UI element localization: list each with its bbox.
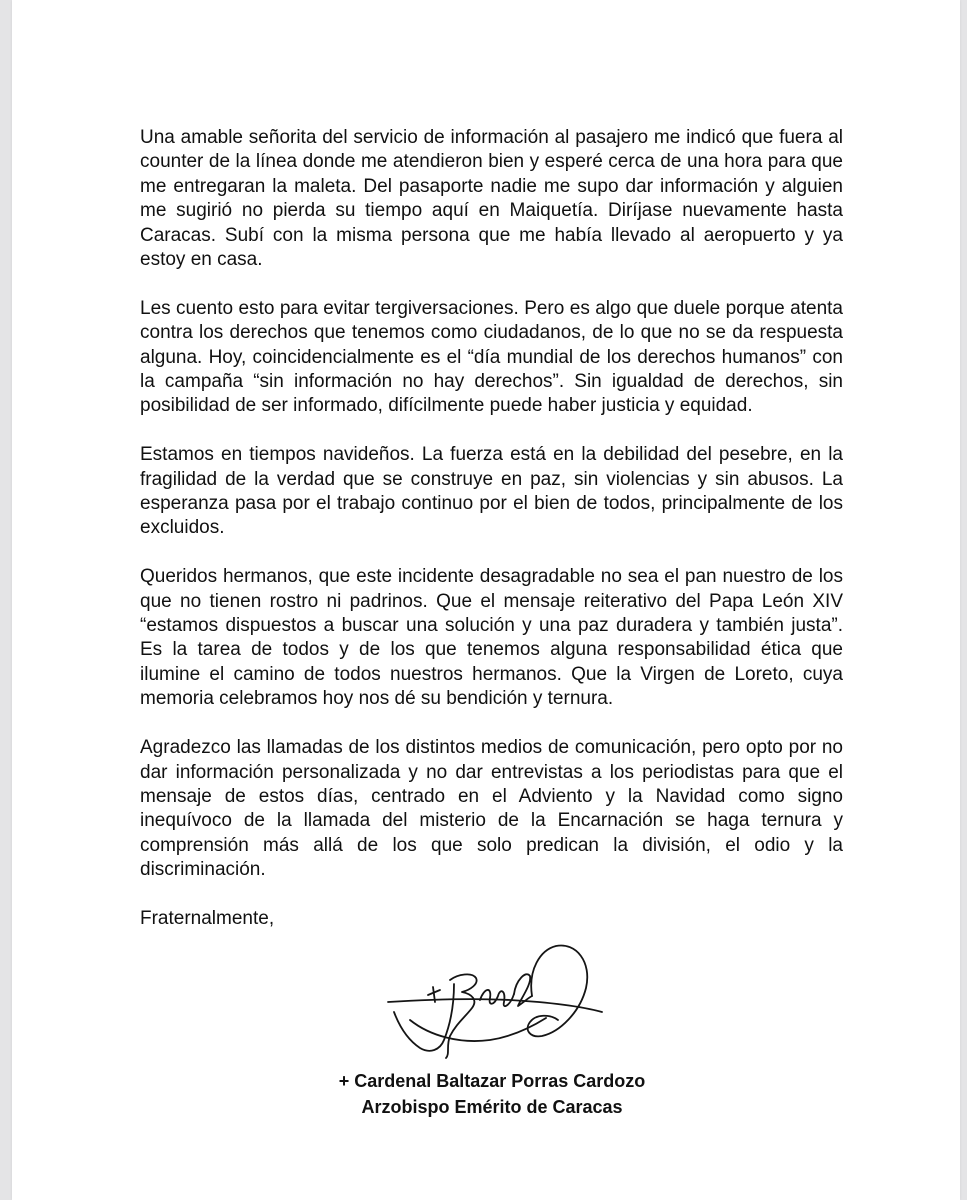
handwritten-signature — [380, 940, 606, 1068]
paragraph-2: Les cuento esto para evitar tergiversaciones. Pero es algo que duele porque atenta contra los derechos que tenemos como ciudadanos, de lo que no se da respuesta alguna. Hoy, coincidencialmente es el “día mundial de los derechos humanos” con la campaña “sin información no hay derechos”. Sin igualdad de derechos, sin posibilidad de ser informado, difícilmente puede haber justicia y equidad. — [140, 297, 843, 417]
paragraph-1: Una amable señorita del servicio de información al pasajero me indicó que fuera al counter de la línea donde me atendieron bien y esperé cerca de una hora para que me entregaran la maleta. Del pasaporte nadie me supo dar información y alguien me sugirió no pierda su tiempo aquí en Maiquetía. Diríjase nuevamente hasta Caracas. Subí con la misma persona que me había llevado al aeropuerto y ya estoy en casa. — [140, 127, 843, 271]
paragraph-3: Estamos en tiempos navideños. La fuerza está en la debilidad del pesebre, en la fragilidad de la verdad que se construye en paz, sin violencias y sin abusos. La esperanza pasa por el trabajo continuo por el bien de todos, principalmente de los excluidos. — [140, 444, 843, 539]
paragraph-5: Agradezco las llamadas de los distintos medios de comunicación, pero opto por no dar información personalizada y no dar entrevistas a los periodistas para que el mensaje de estos días, centrado en el Adviento y la Navidad como signo inequívoco de la llamada del misterio de la Encarnación se haga ternura y comprensión más allá de los que solo predican la división, el odio y la discriminación. — [140, 737, 843, 881]
signer-title: Arzobispo Emérito de Caracas — [361, 1097, 623, 1117]
paragraph-4: Queridos hermanos, que este incidente desagradable no sea el pan nuestro de los que no tienen rostro ni padrinos. Que el mensaje reiterativo del Papa León XIV “estamos dispuestos a buscar una solución y una paz duradera y también justa”. Es la tarea de todos y de los que tenemos alguna responsabilidad ética que ilumine el camino de todos nuestros hermanos. Que la Virgen de Loreto, cuya memoria celebramos hoy nos dé su bendición y ternura. — [140, 566, 843, 710]
signer-name: + Cardenal Baltazar Porras Cardozo — [338, 1071, 646, 1091]
closing-salutation: Fraternalmente, — [140, 907, 275, 929]
letter-page — [12, 0, 960, 1200]
letter-body — [140, 126, 843, 931]
signature-block — [232, 1068, 752, 1120]
